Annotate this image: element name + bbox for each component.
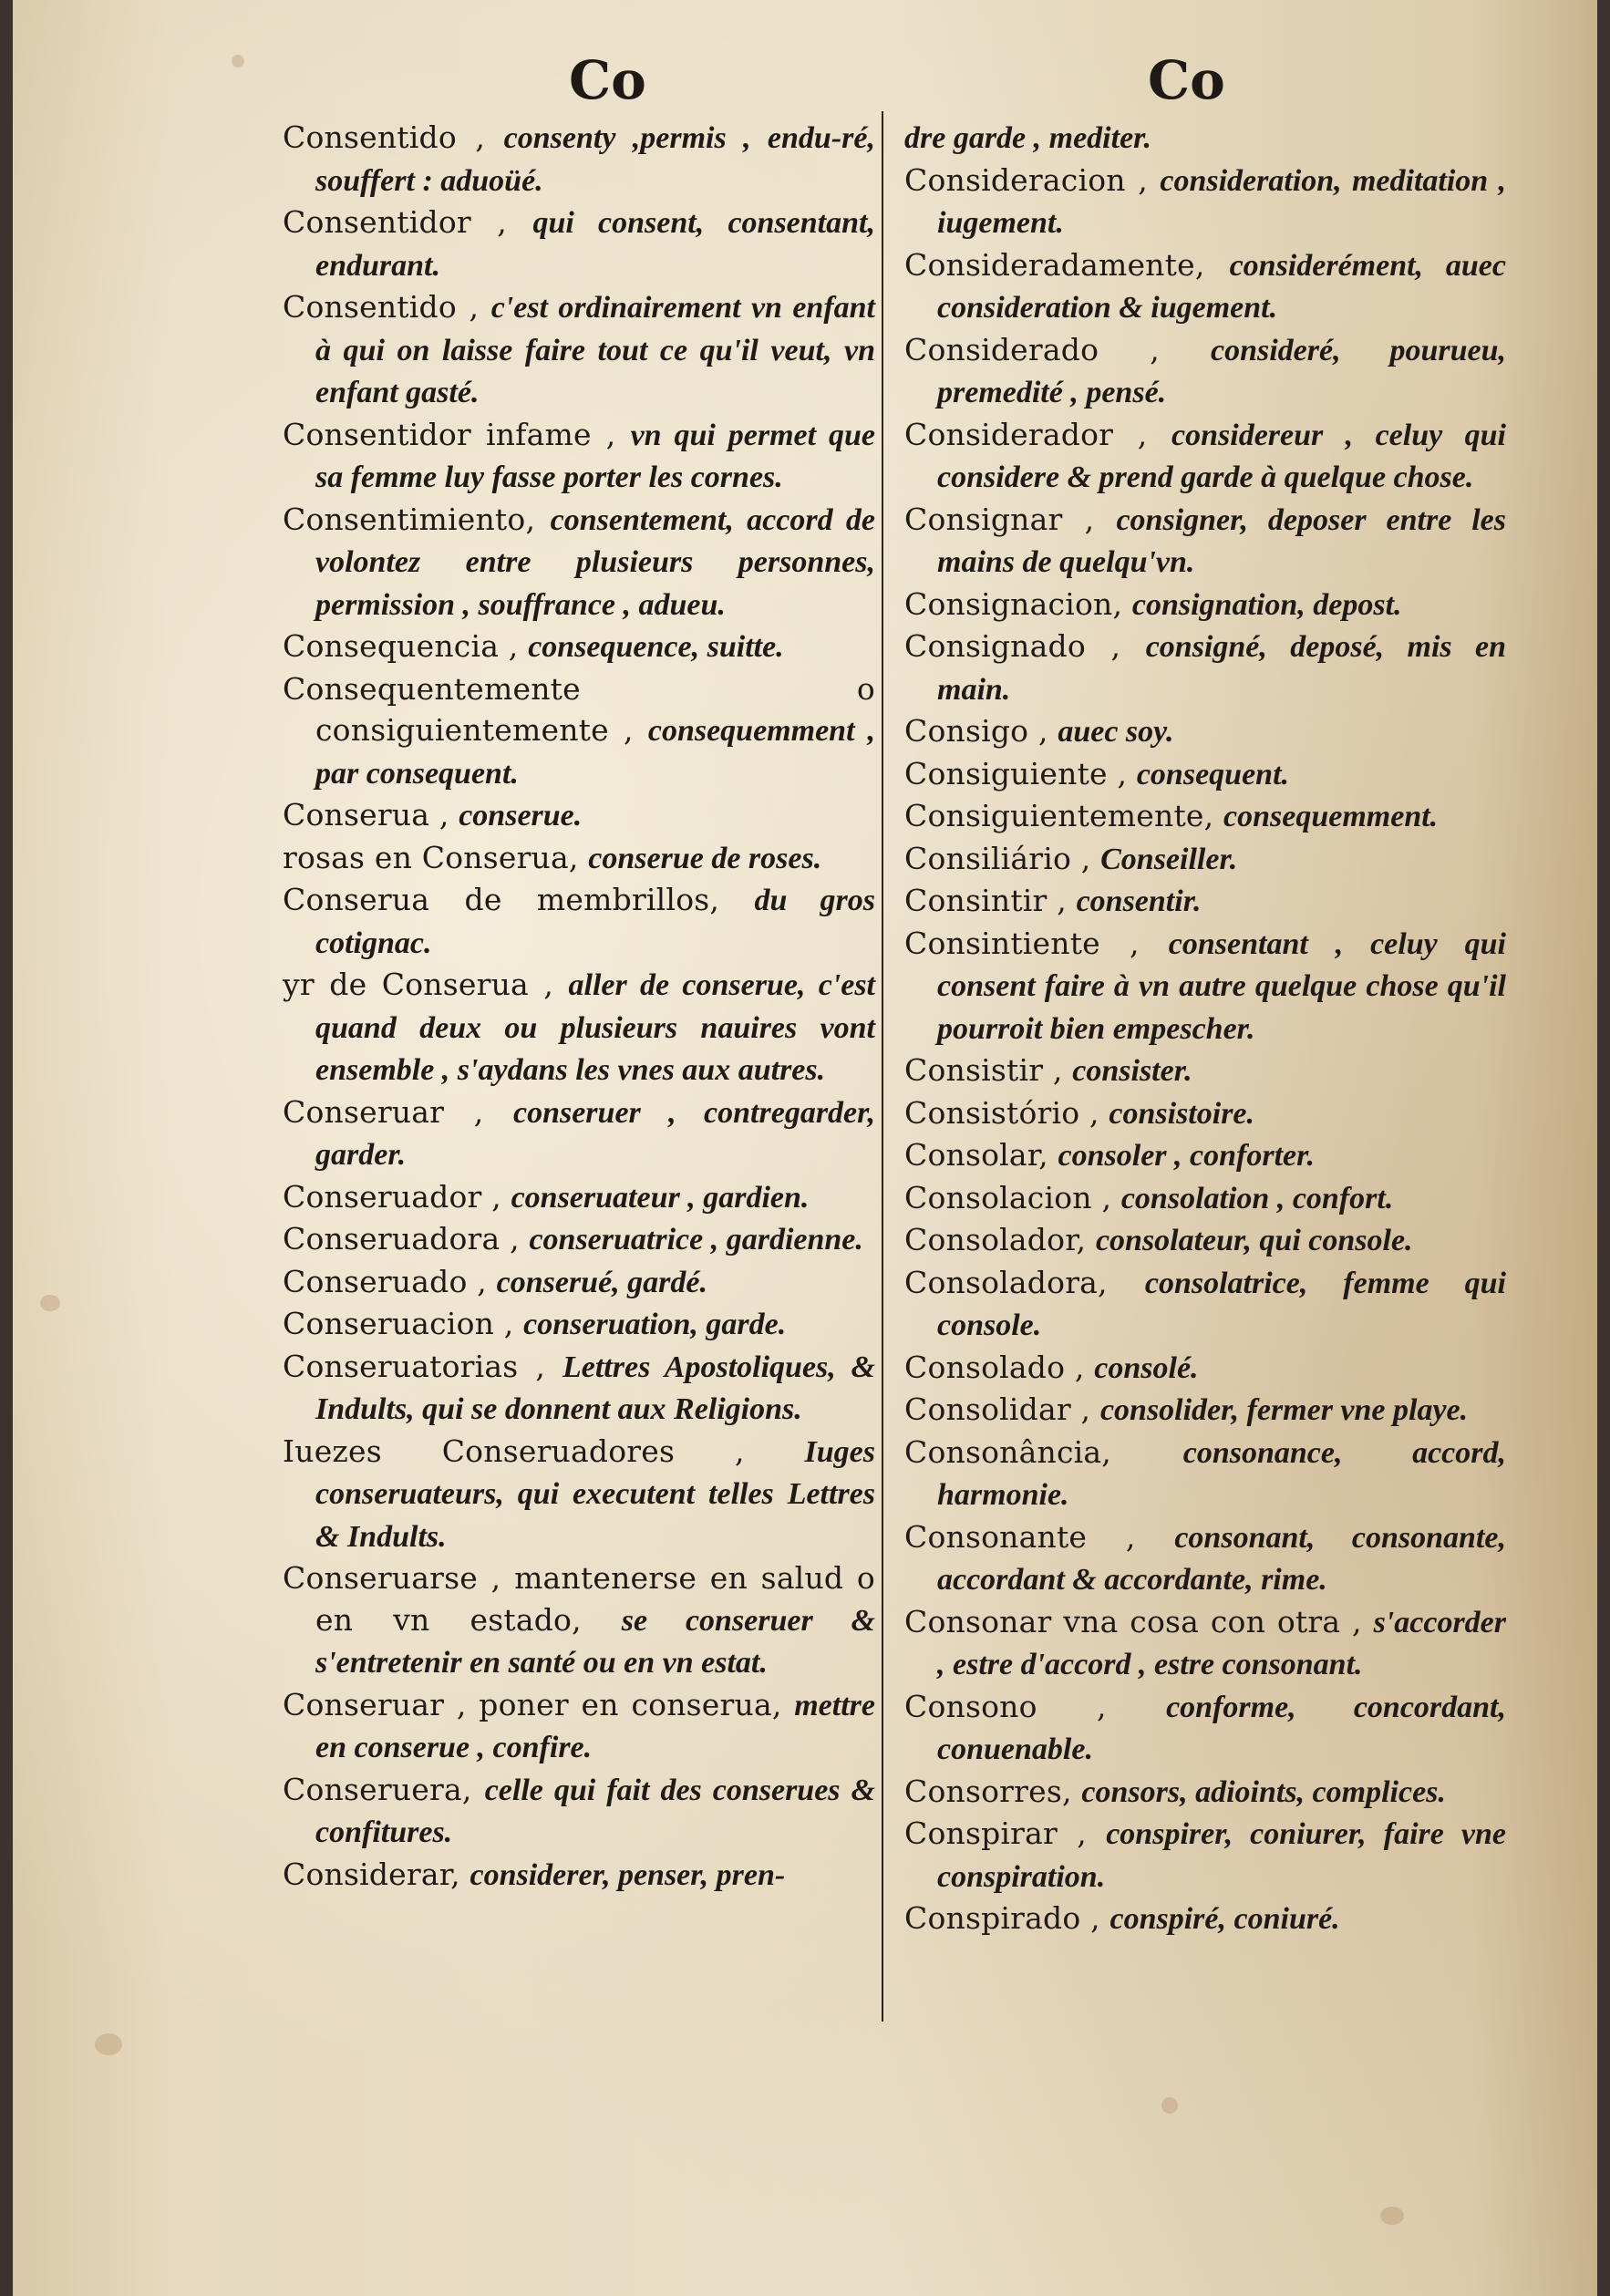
entry-headword: Conseruador , xyxy=(283,1178,511,1215)
dictionary-entry xyxy=(904,1092,1506,1135)
entry-headword: Consequentemente o consiguientemente , xyxy=(283,670,875,748)
entry-definition: considerer, penser, pren- xyxy=(470,1857,786,1892)
entry-definition: considerément, auec consideration & iugement. xyxy=(937,248,1506,325)
dictionary-entry xyxy=(904,160,1506,244)
entry-definition: consequemment , par consequent. xyxy=(315,714,875,791)
dictionary-entry xyxy=(283,837,875,880)
entry-definition: Conseiller. xyxy=(1100,842,1238,876)
entry-definition: consignation, depost. xyxy=(1131,587,1402,622)
dictionary-entry xyxy=(283,1431,875,1558)
dictionary-entry xyxy=(904,1601,1506,1686)
entry-definition: consideration, meditation , iugement. xyxy=(937,163,1506,240)
dictionary-entry xyxy=(904,414,1506,499)
entry-headword: Consoladora, xyxy=(904,1264,1145,1300)
dictionary-entry xyxy=(904,1050,1506,1092)
foxing-spot xyxy=(95,2033,122,2055)
entry-definition: considereur , celuy qui considere & prend garde à quelque chose. xyxy=(937,418,1506,494)
dictionary-entry xyxy=(283,1261,875,1304)
dictionary-entry xyxy=(283,414,875,499)
entry-definition: conserue. xyxy=(459,799,583,833)
entry-headword: Consentidor , xyxy=(283,204,533,240)
dictionary-entry xyxy=(283,1684,875,1769)
entry-headword: Consolado , xyxy=(904,1349,1095,1385)
entry-headword: yr de Conserua , xyxy=(283,967,569,1002)
dictionary-entry xyxy=(283,1854,875,1897)
entry-definition: celle qui fait des conserues & confitures. xyxy=(315,1773,875,1849)
entry-definition: se conseruer & s'entretenir en santé ou en vn estat. xyxy=(315,1603,875,1680)
entry-definition: aller de conserue, c'est quand deux ou plusieurs nauires vont ensemble , s'aydans les vnes aux autres. xyxy=(315,968,875,1087)
dictionary-entry xyxy=(283,1557,875,1684)
entry-headword: Consignar , xyxy=(904,501,1117,537)
dictionary-entry xyxy=(283,1303,875,1346)
left-column xyxy=(283,117,875,1896)
entry-headword: Conseruar , xyxy=(283,1093,513,1130)
dictionary-entry xyxy=(283,1769,875,1854)
entry-headword: Consorres, xyxy=(904,1773,1082,1809)
dictionary-entry xyxy=(904,923,1506,1050)
entry-definition: consolatrice, femme qui console. xyxy=(937,1266,1506,1342)
entry-definition: conseruation, garde. xyxy=(523,1308,787,1341)
entry-definition: conserué, gardé. xyxy=(496,1265,707,1299)
entry-definition: conforme, concordant, conuenable. xyxy=(937,1690,1506,1766)
dictionary-entry xyxy=(904,1898,1506,1940)
entry-headword: Iuezes Conseruadores , xyxy=(283,1432,805,1469)
entry-headword: Consentidor infame , xyxy=(283,416,631,452)
dictionary-entry xyxy=(904,117,1506,160)
dictionary-entry xyxy=(283,1218,875,1261)
dictionary-entry xyxy=(283,286,875,414)
entry-headword: Consiliário , xyxy=(904,840,1101,876)
entry-definition: Iuges conseruateurs, qui executent telles Lettres & Indults. xyxy=(315,1434,875,1554)
dictionary-entry xyxy=(904,753,1506,796)
foxing-spot xyxy=(40,1295,60,1311)
dictionary-entry xyxy=(283,964,875,1091)
foxing-spot xyxy=(1380,2207,1404,2225)
entry-headword: Conspirado , xyxy=(904,1900,1110,1936)
entry-headword: Consignado , xyxy=(904,628,1146,664)
entry-definition: consequemment. xyxy=(1223,800,1439,833)
entry-headword: Consentimiento, xyxy=(283,501,551,537)
column-divider xyxy=(882,111,883,2022)
entry-definition: consister. xyxy=(1072,1054,1192,1088)
entry-definition: consolateur, qui console. xyxy=(1095,1224,1413,1257)
entry-headword: Consintiente , xyxy=(904,925,1169,961)
dictionary-entry xyxy=(904,1686,1506,1771)
entry-definition: consonant, consonante, accordant & accordante, rime. xyxy=(937,1520,1506,1597)
entry-headword: Consonante , xyxy=(904,1518,1175,1555)
entry-headword: Consolador, xyxy=(904,1222,1096,1257)
entry-definition: consigné, deposé, mis en main. xyxy=(937,630,1506,707)
dictionary-entry xyxy=(904,1389,1506,1432)
entry-headword: Conseruado , xyxy=(283,1263,497,1299)
dictionary-entry xyxy=(904,1177,1506,1220)
entry-definition: consonance, accord, harmonie. xyxy=(937,1435,1506,1512)
dictionary-entry xyxy=(283,117,875,202)
dictionary-entry xyxy=(904,1813,1506,1898)
dictionary-entry xyxy=(904,795,1506,838)
dictionary-entry xyxy=(283,668,875,795)
entry-definition: dre garde , mediter. xyxy=(904,121,1152,155)
dictionary-entry xyxy=(283,499,875,626)
dictionary-entry xyxy=(904,880,1506,923)
entry-headword: Consiguientemente, xyxy=(904,798,1224,833)
entry-definition: qui consent, consentant, endurant. xyxy=(315,206,875,283)
entry-headword: Considerar, xyxy=(283,1856,470,1892)
entry-headword: Conserua de membrillos, xyxy=(283,882,755,917)
entry-definition: consistoire. xyxy=(1109,1096,1255,1131)
entry-headword: Consequencia , xyxy=(283,628,529,664)
foxing-spot xyxy=(1161,2097,1178,2114)
dictionary-entry xyxy=(283,794,875,837)
entry-definition: vn qui permet que sa femme luy fasse porter les cornes. xyxy=(315,418,875,494)
dictionary-entry xyxy=(904,626,1506,710)
dictionary-entry xyxy=(283,626,875,668)
dictionary-entry xyxy=(283,879,875,964)
foxing-spot xyxy=(232,55,244,67)
entry-definition: consolation , confort. xyxy=(1120,1181,1394,1215)
entry-definition: consequent. xyxy=(1136,757,1290,791)
entry-definition: consentir. xyxy=(1076,884,1202,918)
entry-definition: consolé. xyxy=(1094,1350,1199,1385)
entry-definition: Lettres Apostoliques, & Indults, qui se donnent aux Religions. xyxy=(315,1350,875,1426)
entry-headword: Consolidar , xyxy=(904,1391,1100,1427)
dictionary-entry xyxy=(904,1219,1506,1262)
entry-definition: consors, adioints, complices. xyxy=(1081,1774,1446,1809)
dictionary-entry xyxy=(904,1262,1506,1347)
entry-headword: Considerado , xyxy=(904,331,1211,367)
entry-definition: consentement, accord de volontez entre plusieurs personnes, permission , souffrance , adueu. xyxy=(315,502,875,622)
entry-headword: rosas en Conserua, xyxy=(283,839,589,875)
dictionary-entry xyxy=(904,1771,1506,1814)
entry-headword: Consideradamente, xyxy=(904,246,1230,283)
entry-headword: Conspirar , xyxy=(904,1815,1107,1851)
entry-definition: conseruateur , gardien. xyxy=(511,1180,810,1215)
entry-headword: Conseruar , poner en conserua, xyxy=(283,1686,795,1722)
book-page xyxy=(13,0,1597,2296)
entry-definition: conseruatrice , gardienne. xyxy=(529,1223,863,1257)
dictionary-entry xyxy=(904,329,1506,414)
entry-headword: Conseruera, xyxy=(283,1771,485,1807)
entry-headword: Consono , xyxy=(904,1688,1167,1724)
entry-definition: conserue de roses. xyxy=(588,841,822,875)
dictionary-entry xyxy=(904,499,1506,584)
entry-definition: conspiré, coniuré. xyxy=(1109,1902,1340,1936)
dictionary-entry xyxy=(283,1176,875,1219)
entry-definition: mettre en conserue , confire. xyxy=(315,1688,875,1764)
entry-headword: Conseruatorias , xyxy=(283,1348,562,1384)
dictionary-entry xyxy=(904,244,1506,329)
entry-headword: Consonar vna cosa con otra , xyxy=(904,1603,1374,1639)
entry-definition: consequence, suitte. xyxy=(528,630,784,664)
entry-definition: conseruer , contregarder, garder. xyxy=(315,1095,876,1172)
entry-headword: Conseruadora , xyxy=(283,1221,530,1257)
dictionary-entry xyxy=(904,710,1506,753)
entry-headword: Consolacion , xyxy=(904,1179,1121,1215)
dictionary-entry xyxy=(283,1091,875,1176)
entry-headword: Consideracion , xyxy=(904,161,1161,198)
entry-headword: Consistir , xyxy=(904,1052,1073,1088)
entry-headword: Conseruarse , mantenerse en salud o en vn estado, xyxy=(283,1560,875,1638)
dictionary-entry xyxy=(283,1346,875,1431)
entry-headword: Consigo , xyxy=(904,713,1058,749)
entry-definition: du gros cotignac. xyxy=(315,884,875,960)
entry-definition: auec soy. xyxy=(1058,715,1174,749)
dictionary-entry xyxy=(904,584,1506,626)
entry-definition: consolider, fermer vne playe. xyxy=(1099,1393,1469,1427)
entry-definition: consideré, pourueu, premedité , pensé. xyxy=(937,333,1506,409)
entry-definition: c'est ordinairement vn enfant à qui on laisse faire tout ce qu'il veut, vn enfant gasté. xyxy=(315,291,875,409)
entry-headword: Conserua , xyxy=(283,797,459,833)
dictionary-entry xyxy=(904,1432,1506,1516)
entry-headword: Consignacion, xyxy=(904,585,1132,622)
entry-definition: s'accorder , estre d'accord , estre consonant. xyxy=(937,1605,1506,1681)
left-running-head: Co xyxy=(569,49,646,111)
entry-headword: Consolar, xyxy=(904,1137,1058,1173)
entry-definition: consentant , celuy qui consent faire à vn autre quelque chose qu'il pourroit bien empescher. xyxy=(937,926,1506,1046)
entry-headword: Consiguiente , xyxy=(904,755,1137,791)
entry-headword: Consintir , xyxy=(904,883,1077,918)
dictionary-entry xyxy=(904,838,1506,881)
entry-headword: Consentido , xyxy=(283,289,491,325)
entry-definition: consoler , conforter. xyxy=(1058,1139,1315,1173)
entry-headword: Consonância, xyxy=(904,1433,1183,1470)
dictionary-entry xyxy=(283,202,875,286)
entry-definition: consenty ,permis , endu-ré, souffert : aduoüé. xyxy=(315,121,875,198)
entry-headword: Considerador , xyxy=(904,416,1172,452)
entry-headword: Consistório , xyxy=(904,1094,1109,1131)
dictionary-entry xyxy=(904,1134,1506,1177)
entry-definition: consigner, deposer entre les mains de quelqu'vn. xyxy=(937,502,1506,579)
entry-definition: conspirer, coniurer, faire vne conspiration. xyxy=(937,1817,1506,1894)
dictionary-entry xyxy=(904,1347,1506,1390)
dictionary-entry xyxy=(904,1516,1506,1601)
entry-headword: Consentido , xyxy=(283,119,504,155)
right-column xyxy=(904,117,1506,1940)
entry-headword: Conseruacion , xyxy=(283,1306,524,1341)
right-running-head: Co xyxy=(1148,49,1225,111)
